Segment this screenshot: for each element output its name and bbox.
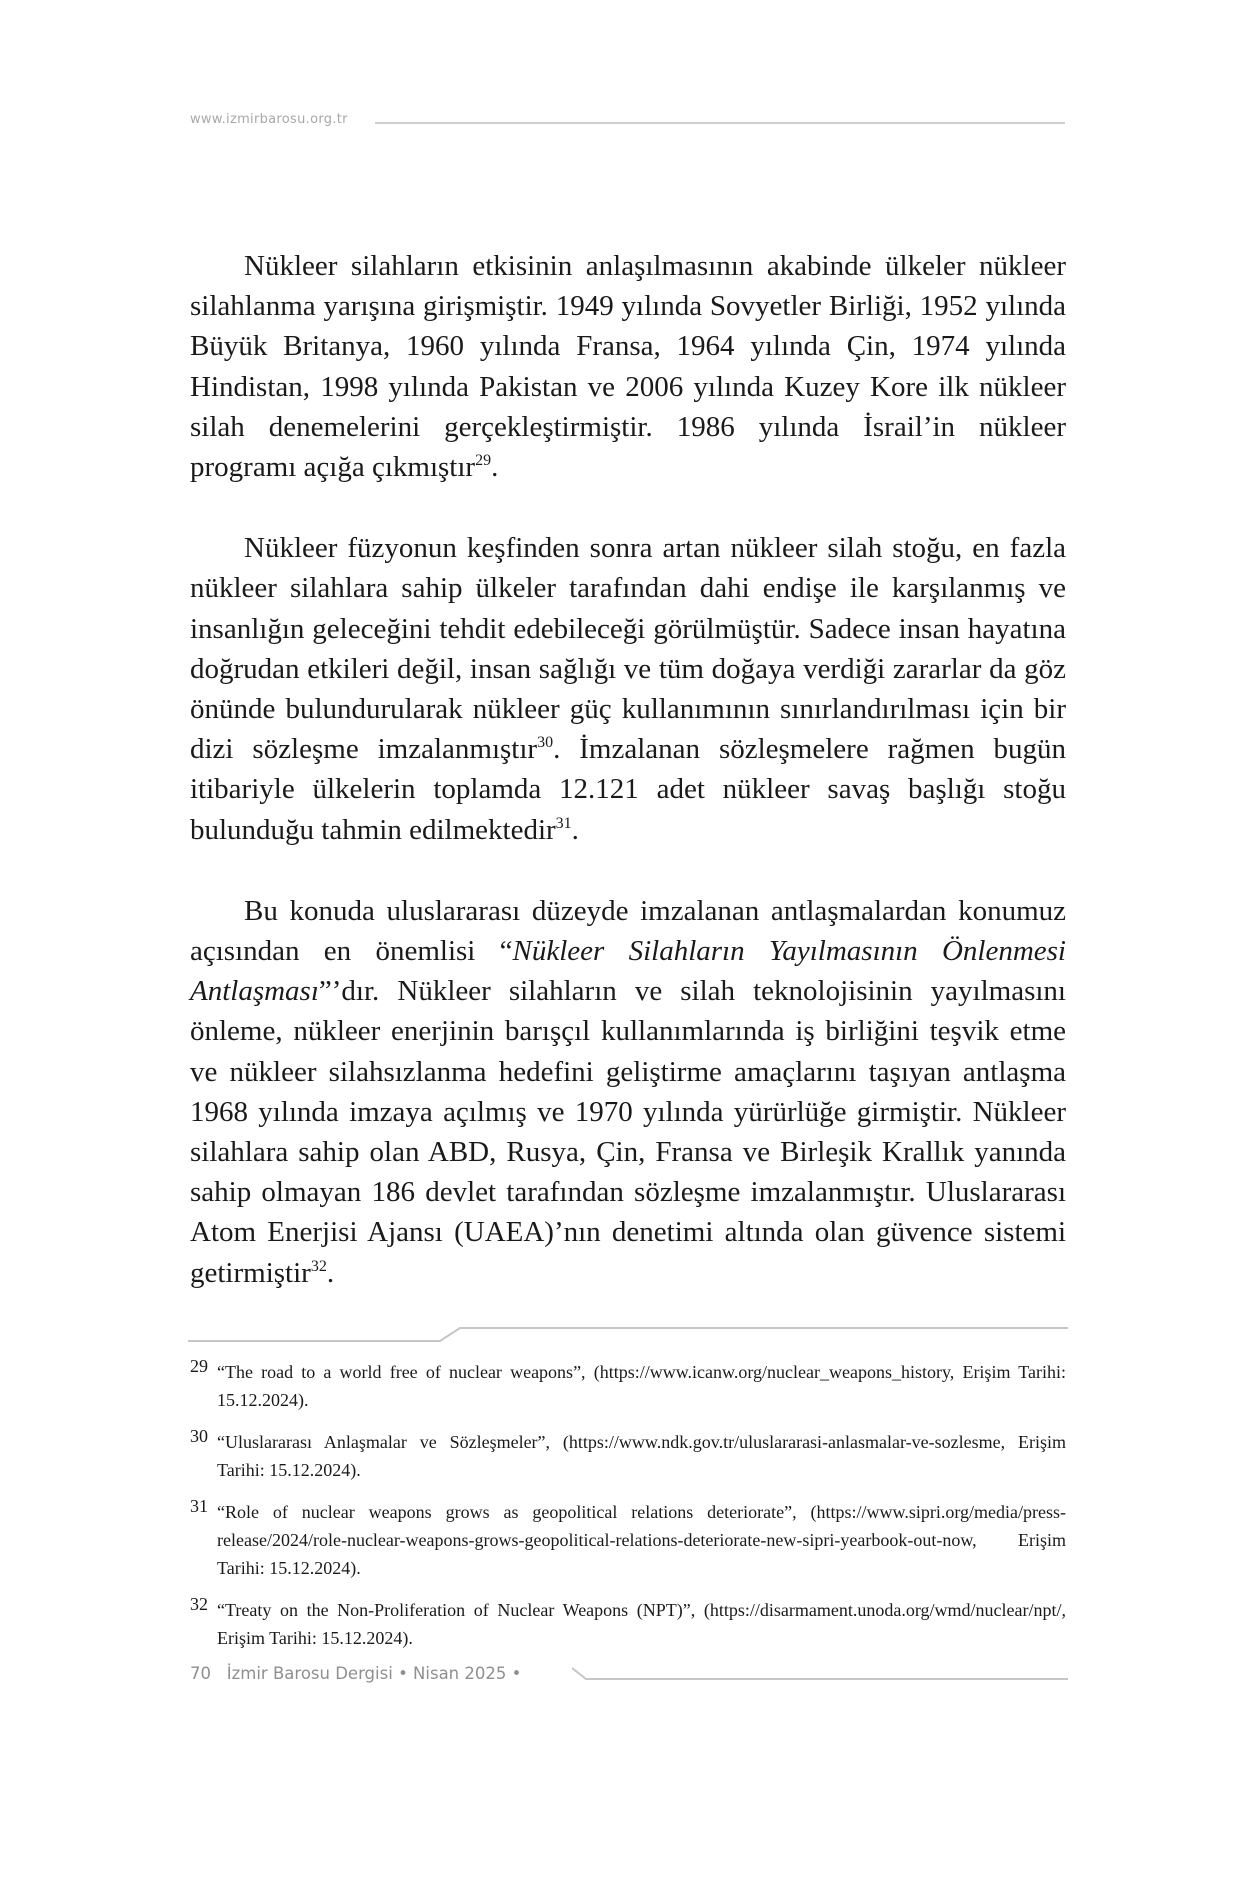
footnotes (190, 1358, 1066, 1666)
footer-bullet: • (398, 1664, 408, 1683)
paragraph-text: . İmzalanan sözleşmelere rağmen bugün itibariyle ülkelerin toplamda 12.121 adet nükleer savaş başlığı stoğu bulunduğu tahmin edilmektedir (190, 733, 1066, 846)
footer-bullet: • (511, 1664, 522, 1683)
header-rule (375, 122, 1065, 124)
paragraph (190, 891, 1066, 1293)
footnote-ref[interactable]: 30 (537, 734, 554, 752)
issue-date: Nisan 2025 (413, 1664, 507, 1683)
footnote-text: “The road to a world free of nuclear weapons”, (https://www.icanw.org/nuclear_weapons_history, Erişim Tarihi: 15.12.2024). (217, 1362, 1066, 1410)
footer-text (190, 1664, 521, 1683)
paragraph-text: ”’dır. Nükleer silahların ve silah teknolojisinin yayılmasını önleme, nükleer enerjinin barışçıl kullanımlarında iş birliğini teşvik etme ve nükleer silahsızlanma hedefini geliştirme amaçlarını taşıyan antlaşma 1968 yılında imzaya açılmış ve 1970 yılında yürürlüğe girmiştir. Nükleer silahlara sahip olan ABD, Rusya, Çin, Fransa ve Birleşik Krallık yanında sahip olmayan 186 devlet tarafından sözleşme imzalanmıştır. Uluslararası Atom Enerjisi Ajansı (UAEA)’nın denetimi altında olan güvence sistemi getirmiştir (190, 975, 1066, 1289)
footnote-text: “Treaty on the Non-Proliferation of Nuclear Weapons (NPT)”, (https://disarmament.unoda.org/wmd/nuclear/npt/, Erişim Tarihi: 15.12.2024). (217, 1600, 1066, 1648)
page-number: 70 (190, 1664, 211, 1683)
paragraph-text: Nükleer füzyonun keşfinden sonra artan nükleer silah stoğu, en fazla nükleer silahlara sahip ülkeler tarafından dahi endişe ile karşılanmış ve insanlığın geleceğini tehdit edebileceği görülmüştür. Sadece insan hayatına doğrudan etkileri değil, insan sağlığı ve tüm doğaya verdiği zararlar da göz önünde bulundurularak nükleer güç kullanımının sınırlandırılması için bir dizi sözleşme imzalanmıştır (190, 532, 1066, 766)
footnote-text: “Uluslararası Anlaşmalar ve Sözleşmeler”, (https://www.ndk.gov.tr/uluslararasi-anlasmalar-ve-sozlesme, Erişim Tarihi: 15.12.2024). (217, 1432, 1066, 1480)
body-text (190, 246, 1066, 1334)
footnote-number: 31 (190, 1496, 208, 1516)
journal-name: İzmir Barosu Dergisi (226, 1664, 393, 1683)
footnote (190, 1358, 1066, 1414)
footnote-text: “Role of nuclear weapons grows as geopolitical relations deteriorate”, (https://www.sipri.org/media/press-release/2024/role-nuclear-weapons-grows-geopolitical-relations-deteriorate-new-sipri-yearbook-out-now, Erişim Tarihi: 15.12.2024). (217, 1502, 1066, 1578)
footnote-separator (188, 1326, 1068, 1342)
footer-rule (572, 1666, 1068, 1682)
footnote-number: 30 (190, 1426, 208, 1446)
footnote-ref[interactable]: 29 (475, 452, 492, 470)
paragraph (190, 528, 1066, 850)
footnote-number: 32 (190, 1594, 208, 1614)
paragraph (190, 246, 1066, 487)
paragraph-text: . (326, 1256, 335, 1289)
footnote (190, 1498, 1066, 1582)
footnote-ref[interactable]: 32 (310, 1257, 327, 1275)
paragraph-text: Nükleer silahların etkisinin anlaşılmasının akabinde ülkeler nükleer silahlanma yarışına girişmiştir. 1949 yılında Sovyetler Birliği, 1952 yılında Büyük Britanya, 1960 yılında Fransa, 1964 yılında Çin, 1974 yılında Hindistan, 1998 yılında Pakistan ve 2006 yılında Kuzey Kore ilk nükleer silah denemelerini gerçekleştirmiştir. 1986 yılında İsrail’in nükleer programı açığa çıkmıştır (190, 250, 1066, 484)
footnote-ref[interactable]: 31 (555, 814, 572, 832)
footnote (190, 1428, 1066, 1484)
paragraph-text: Bu konuda uluslararası düzeyde imzalanan antlaşmalardan konumuz açısından en önemlisi “ (190, 894, 1066, 968)
paragraph-text: . (491, 451, 499, 484)
paragraph-text: . (571, 813, 579, 846)
header-url[interactable]: www.izmirbarosu.org.tr (190, 112, 348, 127)
footnote-number: 29 (190, 1356, 208, 1376)
footnote (190, 1596, 1066, 1652)
page-footer (190, 1664, 1070, 1688)
italic-title: Nükleer Silahların Yayılmasının Önlenmesi Antlaşması (190, 935, 1066, 1008)
